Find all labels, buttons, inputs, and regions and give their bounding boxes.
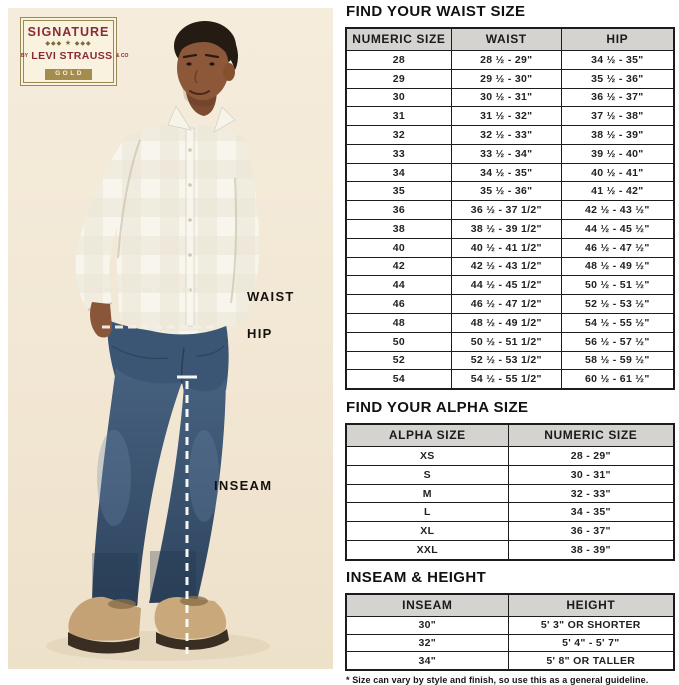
table-cell: XXL	[346, 540, 508, 559]
table-row	[346, 201, 674, 220]
inseam-label: INSEAM	[214, 478, 273, 493]
table-cell: 36 - 37"	[508, 522, 674, 541]
shirt	[76, 106, 260, 334]
head	[174, 21, 238, 116]
table-row	[346, 257, 674, 276]
table-cell: 44 ½ - 45 1/2"	[451, 276, 561, 295]
table-cell: 30 ½ - 31"	[451, 88, 561, 107]
table-row	[346, 522, 674, 541]
table-cell: 41 ½ - 42"	[561, 182, 674, 201]
alpha-size-table	[345, 423, 675, 561]
hip-label: HIP	[247, 326, 273, 341]
table-cell: 44 ½ - 45 ½"	[561, 220, 674, 239]
column-header-waist: WAIST	[451, 28, 561, 51]
model-illustration	[8, 8, 333, 669]
table-row	[346, 465, 674, 484]
waist-size-table	[345, 27, 675, 390]
column-header-inseam: INSEAM	[346, 594, 508, 617]
table-row	[346, 220, 674, 239]
table-row	[346, 238, 674, 257]
waist-table-title: FIND YOUR WAIST SIZE	[346, 3, 526, 20]
table-cell: 48	[346, 313, 451, 332]
table-cell: 33 ½ - 34"	[451, 144, 561, 163]
table-cell: 46	[346, 295, 451, 314]
table-row	[346, 652, 674, 670]
table-row	[346, 182, 674, 201]
table-cell: S	[346, 465, 508, 484]
inseam-height-table	[345, 593, 675, 671]
table-cell: 32	[346, 126, 451, 145]
jeans	[92, 320, 229, 606]
column-header-alpha-size: ALPHA SIZE	[346, 424, 508, 447]
waist-label: WAIST	[247, 289, 295, 304]
size-guideline-footnote: * Size can vary by style and finish, so use this as a general guideline.	[346, 675, 649, 685]
table-row	[346, 69, 674, 88]
table-cell: 35	[346, 182, 451, 201]
table-cell: 42 ½ - 43 1/2"	[451, 257, 561, 276]
table-cell: 5' 8" OR TALLER	[508, 652, 674, 670]
logo-signature-text: SIGNATURE	[27, 25, 110, 39]
table-cell: 31 ½ - 32"	[451, 107, 561, 126]
table-cell: 58 ½ - 59 ½"	[561, 351, 674, 370]
table-row	[346, 163, 674, 182]
table-cell: 36	[346, 201, 451, 220]
table-row	[346, 332, 674, 351]
table-row	[346, 295, 674, 314]
table-cell: 50 ½ - 51 1/2"	[451, 332, 561, 351]
column-header-hip: HIP	[561, 28, 674, 51]
column-header-numeric-size: NUMERIC SIZE	[508, 424, 674, 447]
table-header-row	[346, 424, 674, 447]
column-header-height: HEIGHT	[508, 594, 674, 617]
table-row	[346, 144, 674, 163]
table-cell: 44	[346, 276, 451, 295]
table-cell: 48 ½ - 49 1/2"	[451, 313, 561, 332]
table-cell: 34	[346, 163, 451, 182]
table-cell: 48 ½ - 49 ½"	[561, 257, 674, 276]
table-cell: 60 ½ - 61 ½"	[561, 370, 674, 389]
size-tables-panel	[345, 0, 679, 685]
table-header-row	[346, 594, 674, 617]
table-cell: 36 ½ - 37 1/2"	[451, 201, 561, 220]
table-row	[346, 503, 674, 522]
table-cell: 30"	[346, 616, 508, 634]
hand	[90, 302, 112, 338]
column-header-numeric-size: NUMERIC SIZE	[346, 28, 451, 51]
table-row	[346, 447, 674, 466]
table-cell: 40 ½ - 41 1/2"	[451, 238, 561, 257]
table-cell: 37 ½ - 38"	[561, 107, 674, 126]
table-cell: 54 ½ - 55 ½"	[561, 313, 674, 332]
table-row	[346, 616, 674, 634]
table-cell: 46 ½ - 47 1/2"	[451, 295, 561, 314]
table-cell: 54 ½ - 55 1/2"	[451, 370, 561, 389]
table-cell: 54	[346, 370, 451, 389]
table-cell: 50 ½ - 51 ½"	[561, 276, 674, 295]
table-cell: 30 - 31"	[508, 465, 674, 484]
table-cell: 40	[346, 238, 451, 257]
table-cell: 38 - 39"	[508, 540, 674, 559]
table-cell: 50	[346, 332, 451, 351]
table-cell: 30	[346, 88, 451, 107]
inseam-table-title: INSEAM & HEIGHT	[346, 568, 487, 586]
logo-levi-strauss-text: BY LEVI STRAUSS & CO	[21, 50, 129, 62]
table-cell: 42	[346, 257, 451, 276]
table-row	[346, 313, 674, 332]
table-row	[346, 107, 674, 126]
table-row	[346, 276, 674, 295]
table-cell: 52 ½ - 53 1/2"	[451, 351, 561, 370]
table-row	[346, 351, 674, 370]
model-photo	[8, 8, 333, 669]
table-cell: 29	[346, 69, 451, 88]
table-cell: 33	[346, 144, 451, 163]
table-cell: 31	[346, 107, 451, 126]
table-cell: 35 ½ - 36"	[561, 69, 674, 88]
table-cell: 28 - 29"	[508, 447, 674, 466]
table-cell: 38	[346, 220, 451, 239]
table-cell: 36 ½ - 37"	[561, 88, 674, 107]
table-cell: 5' 4" - 5' 7"	[508, 634, 674, 652]
table-cell: 35 ½ - 36"	[451, 182, 561, 201]
table-cell: 34 ½ - 35"	[451, 163, 561, 182]
table-header-row	[346, 28, 674, 51]
table-cell: 29 ½ - 30"	[451, 69, 561, 88]
table-cell: 46 ½ - 47 ½"	[561, 238, 674, 257]
table-cell: 38 ½ - 39 1/2"	[451, 220, 561, 239]
logo-gold-badge: GOLD	[45, 69, 92, 80]
table-cell: 34 - 35"	[508, 503, 674, 522]
table-cell: 32 ½ - 33"	[451, 126, 561, 145]
table-row	[346, 126, 674, 145]
brand-logo	[20, 17, 129, 86]
table-cell: L	[346, 503, 508, 522]
table-cell: 52	[346, 351, 451, 370]
star-icon: ★	[64, 40, 73, 47]
table-row	[346, 51, 674, 70]
table-cell: 34"	[346, 652, 508, 670]
alpha-table-title: FIND YOUR ALPHA SIZE	[346, 399, 529, 417]
table-cell: M	[346, 484, 508, 503]
table-cell: 39 ½ - 40"	[561, 144, 674, 163]
logo-flourish-icon: ◆◆◆ ★ ◆◆◆	[45, 40, 92, 47]
table-cell: 56 ½ - 57 ½"	[561, 332, 674, 351]
table-row	[346, 88, 674, 107]
table-cell: 28	[346, 51, 451, 70]
table-row	[346, 370, 674, 389]
table-cell: 32 - 33"	[508, 484, 674, 503]
table-cell: 32"	[346, 634, 508, 652]
table-cell: 5' 3" OR SHORTER	[508, 616, 674, 634]
table-cell: 34 ½ - 35"	[561, 51, 674, 70]
table-row	[346, 484, 674, 503]
table-cell: XS	[346, 447, 508, 466]
table-row	[346, 540, 674, 559]
table-cell: 40 ½ - 41"	[561, 163, 674, 182]
table-cell: 42 ½ - 43 ½"	[561, 201, 674, 220]
table-cell: 28 ½ - 29"	[451, 51, 561, 70]
table-row	[346, 634, 674, 652]
table-cell: 52 ½ - 53 ½"	[561, 295, 674, 314]
table-cell: XL	[346, 522, 508, 541]
table-cell: 38 ½ - 39"	[561, 126, 674, 145]
